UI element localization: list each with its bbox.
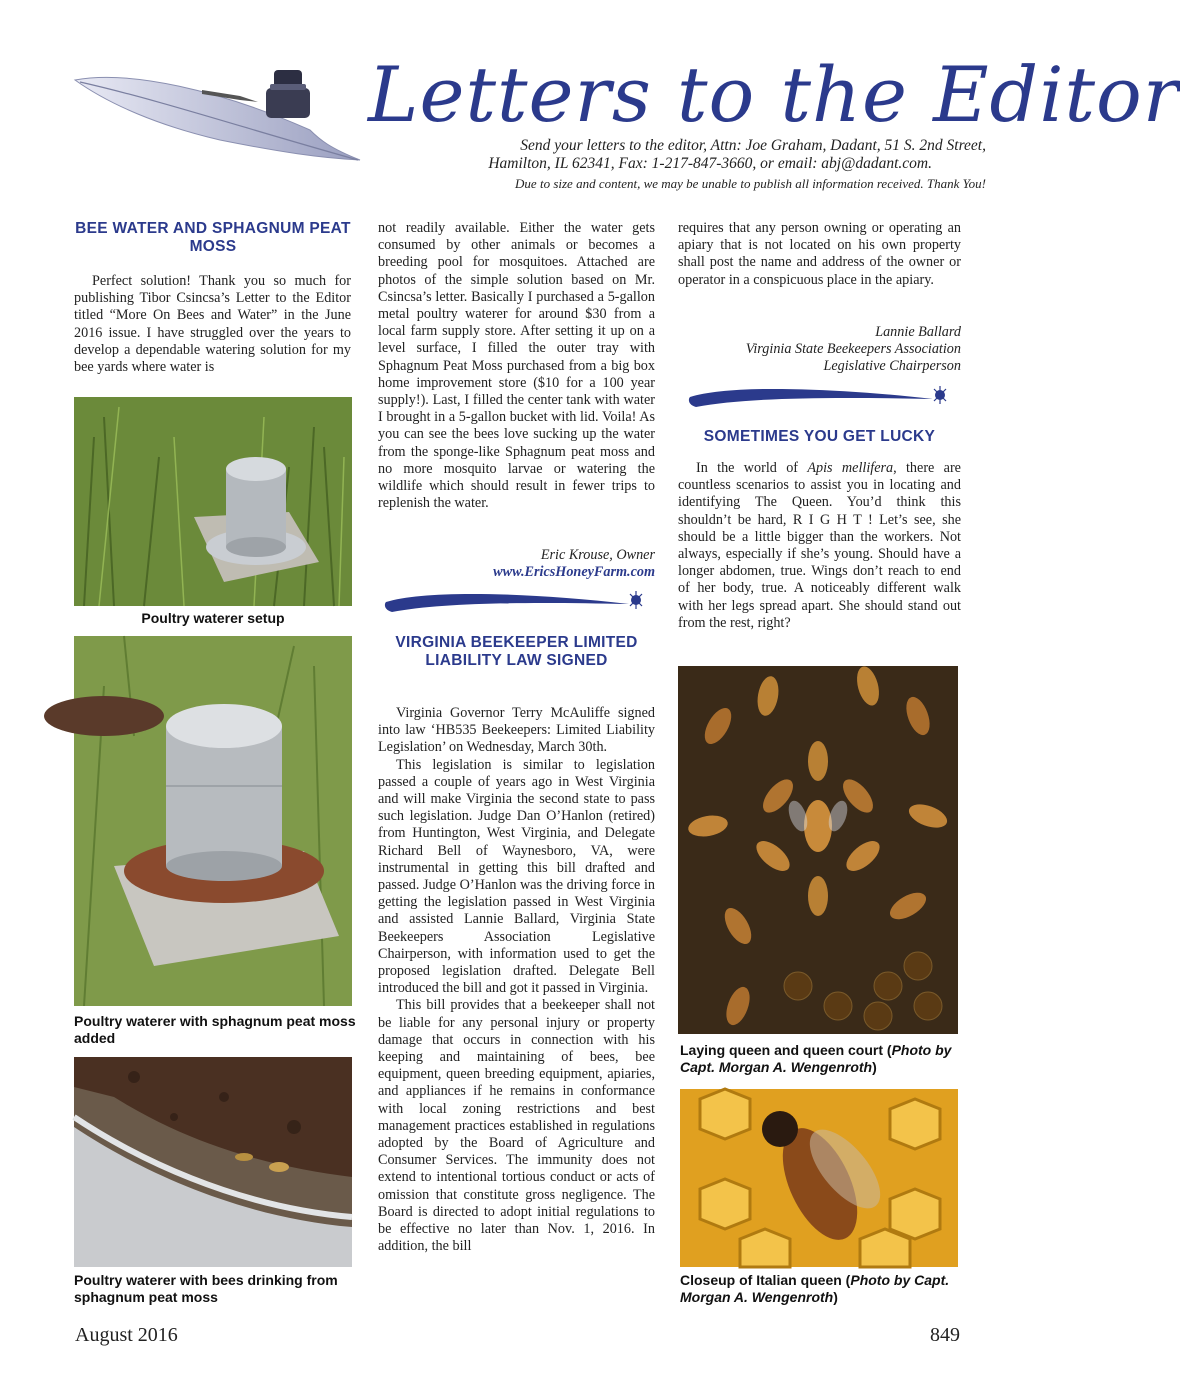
signature-url-link[interactable]: www.EricsHoneyFarm.com <box>493 564 655 580</box>
article-body-bee-water-part2 <box>378 220 655 512</box>
signature-organization: Virginia State Beekeepers Association <box>745 341 961 357</box>
page-title: Letters to the Editor <box>368 50 1180 139</box>
photo-poultry-waterer-peat-moss <box>74 636 352 1006</box>
photo-bees-drinking <box>74 1057 352 1267</box>
article-heading-bee-water: BEE WATER AND SPHAGNUM PEAT MOSS <box>75 220 351 255</box>
pen-nib-icon <box>200 86 260 106</box>
article-body-virginia-law-continued <box>678 220 961 289</box>
caption-photo-1: Poultry waterer setup <box>141 610 285 626</box>
paragraph: Perfect solution! Thank you so much for publishing Tibor Csincsa’s Letter to the Editor titled “More On Bees and Water” in the June 2016 issue. I have struggled over the years to develop a dependable watering solution for my bee yards where water is <box>74 273 351 376</box>
disclaimer-line: Due to size and content, we may be unable to publish all information received. Thank You! <box>515 176 986 191</box>
issue-date: August 2016 <box>75 1324 178 1346</box>
paragraph: requires that any person owning or operating an apiary that is not located on his own property shall post the name and address of the owner or operator in a conspicuous place in the apiary. <box>678 220 961 288</box>
article-body-virginia-law <box>378 705 655 1256</box>
caption-photo-5: Closeup of Italian queen (Photo by Capt. Morgan A. Wengenroth) <box>680 1272 950 1305</box>
paragraph: In the world of Apis mellifera, there are countless scenarios to assist you in locating and identifying The Queen. You’d think this shouldn’t be hard, R I G H T ! Let’s see, she should be a little bigger than the workers. Not always, especially if she’s young. Should have a longer abdomen, true. Wings don’t reach to end of her body, true. A noticeably different walk with her legs spread apart. She should stand out from the rest, right? <box>678 460 961 631</box>
article-heading-virginia-law: VIRGINIA BEEKEEPER LIMITED LIABILITY LAW SIGNED <box>395 634 638 669</box>
paragraph: This bill provides that a beekeeper shall not be liable for any personal injury or property damage that occurs in connection with his keeping and maintaining of bees, bee equipment, queen breeding equipment, apiaries, and appliances if he remains in conformance with local zoning restrictions and best management practices established in regulations adopted by the Board of Agriculture and Consumer Services. The immunity does not extend to intentional tortious conduct or acts of omission that constitute gross negligence. The Board is directed to adopt initial regulations to be effective no later than Nov. 1, 2016. In addition, the bill <box>378 997 655 1255</box>
section-divider-swoosh <box>384 588 654 618</box>
section-divider-swoosh <box>688 383 958 413</box>
article-heading-lucky: SOMETIMES YOU GET LUCKY <box>703 428 936 445</box>
submission-info-line-1: Send your letters to the editor, Attn: Joe Graham, Dadant, 51 S. 2nd Street, <box>520 137 986 154</box>
article-body-lucky <box>678 460 961 632</box>
inkwell-icon <box>258 66 318 122</box>
photo-italian-queen <box>680 1089 958 1267</box>
paragraph: This legislation is similar to legislation passed a couple of years ago in West Virginia and will make Virginia the second state to pass such legislation. Judge Dan O’Hanlon (retired) from Huntington, West Virginia, and Delegate Richard Bell of Waynesboro, VA, were instrumental in getting this bill drafted and passed. Judge O’Hanlon was the driving force in getting the legislation passed in West Virginia and assisted Lannie Ballard, Virginia State Beekeepers Association Legislative Chairperson, with information used to get the proposed legislation drafted. Delegate Bell introduced the bill and got it passed in Virginia. <box>378 756 655 997</box>
caption-photo-4: Laying queen and queen court (Photo by Capt. Morgan A. Wengenroth) <box>680 1042 952 1075</box>
submission-info-line-2: Hamilton, IL 62341, Fax: 1-217-847-3660, or email: abj@dadant.com. <box>488 155 932 172</box>
paragraph: Virginia Governor Terry McAuliffe signed into law ‘HB535 Beekeepers: Limited Liability Legislation’ on Wednesday, March 30th. <box>378 705 655 756</box>
signature-name-ballard: Lannie Ballard <box>875 324 961 340</box>
photo-queen-court <box>678 666 958 1034</box>
page-number: 849 <box>930 1324 960 1346</box>
quill-pen-icon <box>70 60 370 170</box>
paragraph: not readily available. Either the water gets consumed by other animals or becomes a breeding pool for mosquitoes. Attached are photos of the simple solution based on Mr. Csincsa’s letter. Basically I purchased a 5-gallon metal poultry waterer for around $30 from a local farm supply store. After setting it up on a level surface, I filled the outer tray with Sphagnum Peat Moss purchased from a big box home improvement store ($10 for a 100 year supply!). Last, I filled the center tank with water I brought in a 5-gallon bucket with lid. Voila! As you can see the bees love sucking up the water from the sponge-like Sphagnum peat moss and no more mosquito larvae or watering the wildlife which should result in fewer trips to replenish the water. <box>378 220 655 512</box>
signature-name: Eric Krouse, Owner <box>540 547 655 563</box>
photo-poultry-waterer-setup <box>74 397 352 606</box>
article-body-bee-water-part1 <box>74 273 351 376</box>
caption-photo-2: Poultry waterer with sphagnum peat moss added <box>74 1013 356 1046</box>
signature-title: Legislative Chairperson <box>823 358 961 374</box>
caption-photo-3: Poultry waterer with bees drinking from sphagnum peat moss <box>74 1272 338 1305</box>
